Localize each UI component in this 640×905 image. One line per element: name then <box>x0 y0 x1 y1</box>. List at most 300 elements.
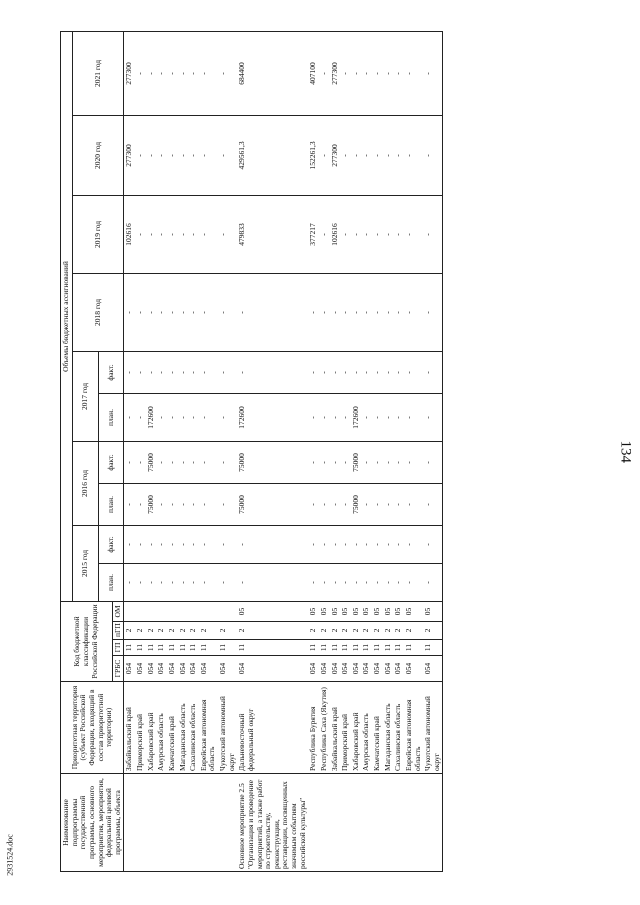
cell-value: 75000 <box>146 483 157 525</box>
cell-value: 407100 <box>308 31 319 115</box>
cell-value: - <box>218 525 237 563</box>
cell-value: - <box>178 483 189 525</box>
cell-grbs: 054 <box>218 656 237 682</box>
cell-grbs: 054 <box>330 656 341 682</box>
cell-value: - <box>361 351 372 393</box>
cell-program-name <box>319 774 330 872</box>
cell-value: - <box>340 273 351 351</box>
cell-pgp: 2 <box>135 622 146 640</box>
document-id: 2931524.doc <box>5 834 15 876</box>
cell-value: - <box>188 441 199 483</box>
cell-value: - <box>372 351 383 393</box>
cell-value: - <box>156 393 167 441</box>
cell-value: 172600 <box>237 393 308 441</box>
cell-value: - <box>135 273 146 351</box>
cell-value: - <box>218 195 237 273</box>
header-2016: 2016 год <box>72 441 98 525</box>
cell-value: - <box>319 483 330 525</box>
table-body <box>124 31 443 871</box>
table-row <box>330 31 341 871</box>
cell-gp: 11 <box>319 640 330 656</box>
cell-territory: Приморский край <box>340 682 351 774</box>
cell-om <box>167 601 178 621</box>
table-row <box>351 31 362 871</box>
cell-pgp: 2 <box>351 622 362 640</box>
header-fact: факт. <box>98 441 124 483</box>
cell-grbs: 054 <box>308 656 319 682</box>
cell-value: 152261,3 <box>308 115 319 195</box>
cell-value: - <box>135 483 146 525</box>
cell-value: - <box>383 393 394 441</box>
header-om: ОМ <box>112 601 124 621</box>
cell-value: - <box>188 563 199 601</box>
cell-territory: Хабаровский край <box>351 682 362 774</box>
table-row <box>199 31 218 871</box>
cell-value: - <box>135 115 146 195</box>
cell-value: - <box>423 525 443 563</box>
cell-value: - <box>218 441 237 483</box>
cell-value: - <box>167 441 178 483</box>
cell-value: - <box>330 563 341 601</box>
cell-om: 05 <box>237 601 308 621</box>
cell-value: - <box>351 31 362 115</box>
cell-om <box>199 601 218 621</box>
header-plan: план. <box>98 483 124 525</box>
cell-value: - <box>351 115 362 195</box>
cell-value: - <box>199 31 218 115</box>
table-row <box>308 31 319 871</box>
cell-value: 479833 <box>237 195 308 273</box>
cell-pgp: 2 <box>404 622 423 640</box>
cell-value: - <box>319 31 330 115</box>
cell-value: - <box>340 351 351 393</box>
cell-value: - <box>372 195 383 273</box>
cell-pgp: 2 <box>319 622 330 640</box>
cell-value: - <box>383 351 394 393</box>
table-row <box>188 31 199 871</box>
cell-territory: Сахалинская область <box>188 682 199 774</box>
cell-value: - <box>423 393 443 441</box>
cell-value: - <box>167 273 178 351</box>
cell-program-name <box>146 774 157 872</box>
table-row <box>146 31 157 871</box>
cell-value: - <box>423 115 443 195</box>
cell-value: - <box>167 563 178 601</box>
cell-om: 05 <box>361 601 372 621</box>
cell-gp: 11 <box>218 640 237 656</box>
cell-value: - <box>308 351 319 393</box>
header-gp: ГП <box>112 640 124 656</box>
cell-program-name <box>188 774 199 872</box>
cell-gp: 11 <box>135 640 146 656</box>
cell-value: - <box>423 31 443 115</box>
cell-value: - <box>372 393 383 441</box>
cell-value: - <box>404 563 423 601</box>
cell-value: - <box>404 441 423 483</box>
cell-pgp: 2 <box>237 622 308 640</box>
cell-value: 277300 <box>124 31 135 115</box>
cell-pgp: 2 <box>199 622 218 640</box>
cell-om: 05 <box>330 601 341 621</box>
table-row <box>404 31 423 871</box>
cell-value: - <box>237 273 308 351</box>
cell-om: 05 <box>351 601 362 621</box>
cell-value: - <box>393 483 404 525</box>
cell-om <box>124 601 135 621</box>
cell-om <box>218 601 237 621</box>
cell-value: - <box>361 441 372 483</box>
cell-pgp: 2 <box>218 622 237 640</box>
cell-value: - <box>146 351 157 393</box>
cell-value: 377217 <box>308 195 319 273</box>
cell-value: - <box>340 525 351 563</box>
cell-value: - <box>404 31 423 115</box>
cell-value: - <box>372 525 383 563</box>
cell-value: - <box>135 195 146 273</box>
cell-value: - <box>156 525 167 563</box>
cell-value: - <box>423 441 443 483</box>
cell-om: 05 <box>423 601 443 621</box>
cell-value: - <box>404 483 423 525</box>
cell-value: - <box>124 563 135 601</box>
cell-value: - <box>178 273 189 351</box>
cell-value: - <box>167 525 178 563</box>
cell-program-name <box>330 774 341 872</box>
cell-program-name <box>361 774 372 872</box>
cell-value: - <box>361 563 372 601</box>
cell-value: - <box>135 441 146 483</box>
cell-value: - <box>199 351 218 393</box>
cell-program-name <box>156 774 167 872</box>
cell-territory: Забайкальский край <box>330 682 341 774</box>
cell-territory: Амурская область <box>361 682 372 774</box>
cell-om: 05 <box>404 601 423 621</box>
cell-gp: 11 <box>383 640 394 656</box>
page-number: 134 <box>617 440 634 463</box>
table-row <box>237 31 308 871</box>
cell-value: - <box>178 563 189 601</box>
cell-gp: 11 <box>361 640 372 656</box>
cell-gp: 11 <box>372 640 383 656</box>
cell-value: - <box>218 563 237 601</box>
cell-value: - <box>178 351 189 393</box>
cell-gp: 11 <box>340 640 351 656</box>
cell-value: - <box>308 483 319 525</box>
cell-gp: 11 <box>404 640 423 656</box>
cell-grbs: 054 <box>124 656 135 682</box>
cell-territory: Чукотский автономный округ <box>218 682 237 774</box>
table-row <box>383 31 394 871</box>
cell-value: - <box>351 525 362 563</box>
cell-value: - <box>156 195 167 273</box>
cell-grbs: 054 <box>423 656 443 682</box>
cell-value: 277300 <box>330 115 341 195</box>
cell-value: - <box>330 273 341 351</box>
header-territory: Приоритетная территория (субъект Российской Федерации, входящий в состав приоритетной территории) <box>61 682 124 774</box>
cell-value: 429561,3 <box>237 115 308 195</box>
cell-gp: 11 <box>178 640 189 656</box>
cell-pgp: 2 <box>361 622 372 640</box>
cell-pgp: 2 <box>393 622 404 640</box>
cell-value: - <box>340 483 351 525</box>
cell-value: - <box>393 273 404 351</box>
cell-om <box>135 601 146 621</box>
cell-value: - <box>156 115 167 195</box>
cell-value: - <box>383 483 394 525</box>
cell-value: - <box>146 31 157 115</box>
cell-grbs: 054 <box>319 656 330 682</box>
cell-gp: 11 <box>351 640 362 656</box>
cell-value: - <box>188 483 199 525</box>
cell-program-name: Основное мероприятие 2.5 "Организация и проведение мероприятий, а также работ по строительству, реконструкции, реставрации, посвященных значимым событиям российской культуры" <box>237 774 308 872</box>
cell-value: - <box>135 525 146 563</box>
cell-value: - <box>393 115 404 195</box>
cell-value: - <box>404 393 423 441</box>
cell-value: - <box>340 195 351 273</box>
table-row <box>423 31 443 871</box>
cell-value: 684400 <box>237 31 308 115</box>
cell-value: - <box>351 563 362 601</box>
cell-value: - <box>146 195 157 273</box>
cell-value: - <box>167 351 178 393</box>
cell-value: - <box>156 563 167 601</box>
cell-value: - <box>218 31 237 115</box>
cell-om <box>178 601 189 621</box>
cell-value: - <box>178 393 189 441</box>
cell-value: - <box>167 393 178 441</box>
cell-value: - <box>423 483 443 525</box>
cell-program-name <box>178 774 189 872</box>
cell-value: - <box>237 563 308 601</box>
cell-om: 05 <box>319 601 330 621</box>
cell-value: - <box>237 525 308 563</box>
cell-gp: 11 <box>124 640 135 656</box>
cell-value: - <box>383 115 394 195</box>
cell-om <box>146 601 157 621</box>
cell-value: - <box>199 115 218 195</box>
cell-value: - <box>135 563 146 601</box>
cell-value: - <box>330 525 341 563</box>
cell-grbs: 054 <box>178 656 189 682</box>
cell-value: - <box>199 441 218 483</box>
cell-value: - <box>423 273 443 351</box>
cell-program-name <box>372 774 383 872</box>
cell-value: - <box>308 273 319 351</box>
cell-value: - <box>308 525 319 563</box>
cell-pgp: 2 <box>340 622 351 640</box>
cell-gp: 11 <box>423 640 443 656</box>
cell-value: 277300 <box>330 31 341 115</box>
cell-gp: 11 <box>167 640 178 656</box>
cell-om <box>188 601 199 621</box>
cell-value: - <box>124 393 135 441</box>
cell-value: - <box>218 393 237 441</box>
cell-value: - <box>156 441 167 483</box>
cell-grbs: 054 <box>361 656 372 682</box>
table-row <box>393 31 404 871</box>
cell-value: - <box>156 273 167 351</box>
cell-territory: Хабаровский край <box>146 682 157 774</box>
cell-grbs: 054 <box>188 656 199 682</box>
table-row <box>372 31 383 871</box>
cell-value: - <box>167 195 178 273</box>
cell-pgp: 2 <box>156 622 167 640</box>
cell-value: - <box>393 195 404 273</box>
header-2021: 2021 год <box>72 31 124 115</box>
cell-value: - <box>393 31 404 115</box>
header-grbs: ГРБС <box>112 656 124 682</box>
cell-gp: 11 <box>199 640 218 656</box>
cell-value: 172600 <box>146 393 157 441</box>
cell-grbs: 054 <box>135 656 146 682</box>
cell-program-name <box>167 774 178 872</box>
cell-territory: Магаданская область <box>178 682 189 774</box>
cell-value: - <box>146 273 157 351</box>
cell-territory: Чукотский автономный округ <box>423 682 443 774</box>
cell-value: - <box>188 393 199 441</box>
cell-value: - <box>330 351 341 393</box>
cell-territory: Республика Бурятия <box>308 682 319 774</box>
cell-value: 172600 <box>351 393 362 441</box>
cell-value: - <box>178 195 189 273</box>
cell-pgp: 2 <box>146 622 157 640</box>
cell-value: - <box>372 115 383 195</box>
cell-grbs: 054 <box>340 656 351 682</box>
cell-program-name <box>393 774 404 872</box>
cell-value: - <box>372 273 383 351</box>
header-plan: план. <box>98 393 124 441</box>
cell-gp: 11 <box>156 640 167 656</box>
cell-value: - <box>372 483 383 525</box>
cell-territory: Магаданская область <box>383 682 394 774</box>
cell-value: - <box>199 273 218 351</box>
cell-territory: Приморский край <box>135 682 146 774</box>
cell-grbs: 054 <box>199 656 218 682</box>
rotated-table-container <box>60 32 605 872</box>
cell-value: - <box>361 393 372 441</box>
cell-territory: Еврейская автономная область <box>199 682 218 774</box>
cell-grbs: 054 <box>372 656 383 682</box>
cell-value: - <box>351 351 362 393</box>
cell-territory: Амурская область <box>156 682 167 774</box>
cell-value: - <box>124 273 135 351</box>
cell-program-name <box>218 774 237 872</box>
cell-value: - <box>199 525 218 563</box>
cell-value: - <box>361 273 372 351</box>
cell-program-name <box>308 774 319 872</box>
cell-value: - <box>423 351 443 393</box>
cell-value: - <box>319 525 330 563</box>
header-2019: 2019 год <box>72 195 124 273</box>
cell-gp: 11 <box>237 640 308 656</box>
cell-value: - <box>383 273 394 351</box>
cell-value: 75000 <box>146 441 157 483</box>
cell-value: - <box>319 393 330 441</box>
cell-value: - <box>404 525 423 563</box>
cell-value: - <box>319 273 330 351</box>
cell-value: - <box>393 351 404 393</box>
cell-grbs: 054 <box>167 656 178 682</box>
cell-program-name <box>135 774 146 872</box>
cell-value: - <box>372 31 383 115</box>
cell-value: - <box>361 525 372 563</box>
cell-value: - <box>319 351 330 393</box>
budget-table <box>60 31 443 872</box>
cell-value: - <box>340 563 351 601</box>
cell-value: - <box>218 351 237 393</box>
cell-value: - <box>361 115 372 195</box>
cell-value: - <box>340 115 351 195</box>
cell-value: - <box>340 393 351 441</box>
cell-value: - <box>423 563 443 601</box>
cell-value: - <box>167 115 178 195</box>
cell-value: - <box>199 563 218 601</box>
cell-om <box>156 601 167 621</box>
cell-program-name <box>423 774 443 872</box>
header-fact: факт. <box>98 525 124 563</box>
cell-gp: 11 <box>308 640 319 656</box>
cell-value: - <box>319 441 330 483</box>
cell-value: - <box>319 195 330 273</box>
cell-value: - <box>218 483 237 525</box>
cell-program-name <box>340 774 351 872</box>
cell-program-name <box>404 774 423 872</box>
cell-value: - <box>340 441 351 483</box>
cell-grbs: 054 <box>404 656 423 682</box>
cell-value: - <box>351 195 362 273</box>
cell-gp: 11 <box>146 640 157 656</box>
cell-value: - <box>146 115 157 195</box>
cell-value: - <box>393 441 404 483</box>
table-row <box>178 31 189 871</box>
cell-value: - <box>319 115 330 195</box>
cell-value: - <box>188 31 199 115</box>
cell-value: - <box>188 351 199 393</box>
cell-value: 75000 <box>237 441 308 483</box>
cell-value: - <box>146 525 157 563</box>
cell-value: - <box>124 351 135 393</box>
cell-value: - <box>383 195 394 273</box>
cell-value: - <box>361 195 372 273</box>
cell-value: - <box>188 273 199 351</box>
cell-om: 05 <box>372 601 383 621</box>
cell-value: - <box>393 393 404 441</box>
cell-territory: Дальневосточный федеральный округ <box>237 682 308 774</box>
cell-value: - <box>124 441 135 483</box>
cell-value: - <box>188 525 199 563</box>
table-row <box>218 31 237 871</box>
cell-pgp: 2 <box>423 622 443 640</box>
cell-value: - <box>178 31 189 115</box>
cell-program-name <box>199 774 218 872</box>
cell-gp: 11 <box>188 640 199 656</box>
cell-value: - <box>167 31 178 115</box>
header-2015: 2015 год <box>72 525 98 601</box>
cell-value: - <box>167 483 178 525</box>
cell-value: - <box>308 441 319 483</box>
cell-value: - <box>135 31 146 115</box>
cell-value: - <box>156 483 167 525</box>
cell-value: - <box>135 351 146 393</box>
cell-value: - <box>308 393 319 441</box>
cell-value: - <box>330 441 341 483</box>
cell-pgp: 2 <box>330 622 341 640</box>
cell-value: - <box>393 525 404 563</box>
cell-value: - <box>383 563 394 601</box>
cell-program-name <box>351 774 362 872</box>
cell-value: - <box>308 563 319 601</box>
cell-value: - <box>351 273 362 351</box>
